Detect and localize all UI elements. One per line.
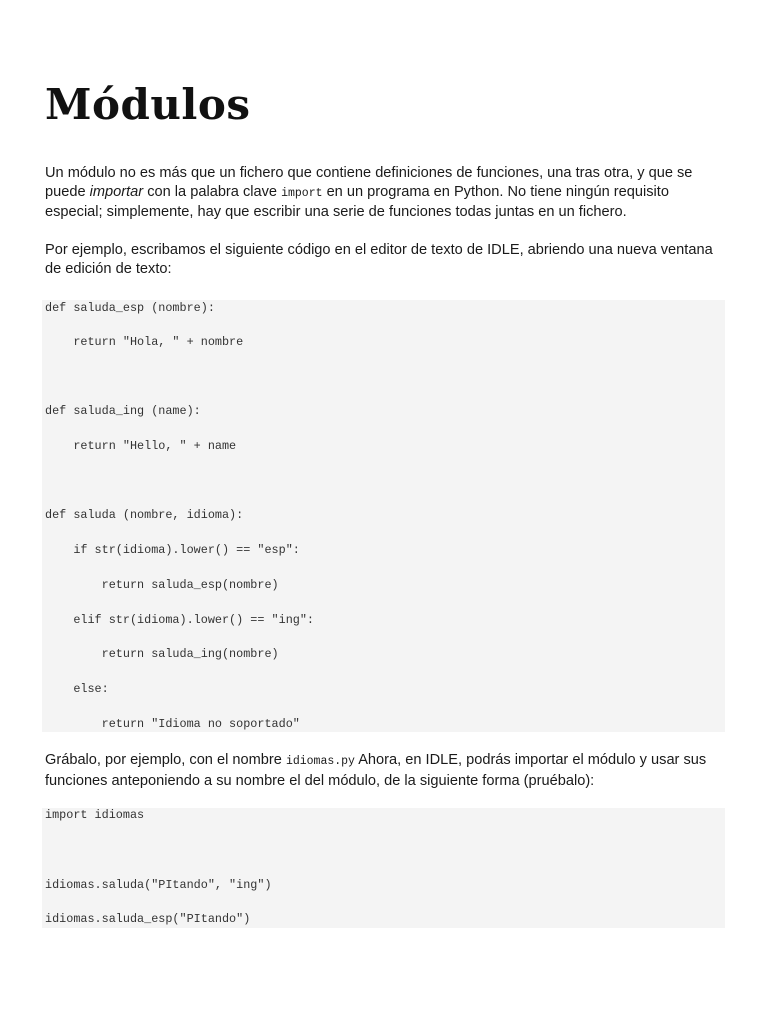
save-text-2: Ahora, en IDLE, podrás importar el módulo y usar sus funciones anteponiendo a su nombre el del módulo, de la siguiente forma (pruébalo): — [45, 752, 707, 789]
code-line: idiomas.saluda_esp("PItando") — [45, 912, 251, 926]
code-line: def saluda_ing (name): — [45, 404, 201, 418]
code-line: return saluda_ing(nombre) — [45, 647, 279, 661]
intro-paragraph — [45, 164, 725, 222]
code-line: elif str(idioma).lower() == "ing": — [45, 613, 315, 627]
intro-text-1: Un módulo no es más que un fichero que contiene definiciones de funciones, una tras otra, y que se puede — [45, 165, 693, 200]
intro-text-2: con la palabra clave — [143, 183, 282, 200]
code-block-module — [42, 300, 725, 732]
code-line: return "Hola, " + nombre — [45, 335, 244, 349]
code-line: def saluda (nombre, idioma): — [45, 508, 244, 522]
intro-emphasis: importar — [89, 183, 144, 200]
code-line: idiomas.saluda("PItando", "ing") — [45, 878, 272, 892]
intro-text-3: en un programa en Python. No tiene ningún requisito especial; simplemente, hay que escribir una serie de funciones todas juntas en un fichero. — [45, 183, 669, 220]
save-paragraph — [45, 751, 725, 790]
save-text-1: Grábalo, por ejemplo, con el nombre — [45, 752, 286, 768]
inline-code-filename: idiomas.py — [285, 755, 355, 768]
code-line: import idiomas — [45, 808, 145, 822]
page-title: Módulos — [45, 80, 251, 129]
code-line: return "Idioma no soportado" — [45, 717, 300, 731]
code-line: else: — [45, 682, 109, 696]
code-line: if str(idioma).lower() == "esp": — [45, 543, 300, 557]
code-line: return saluda_esp(nombre) — [45, 578, 279, 592]
code-line: return "Hello, " + name — [45, 439, 237, 453]
code-line: def saluda_esp (nombre): — [45, 301, 215, 315]
example-paragraph: Por ejemplo, escribamos el siguiente código en el editor de texto de IDLE, abriendo una nueva ventana de edición de texto: — [45, 242, 713, 277]
inline-code-import: import — [281, 186, 323, 200]
code-block-usage — [42, 808, 725, 928]
